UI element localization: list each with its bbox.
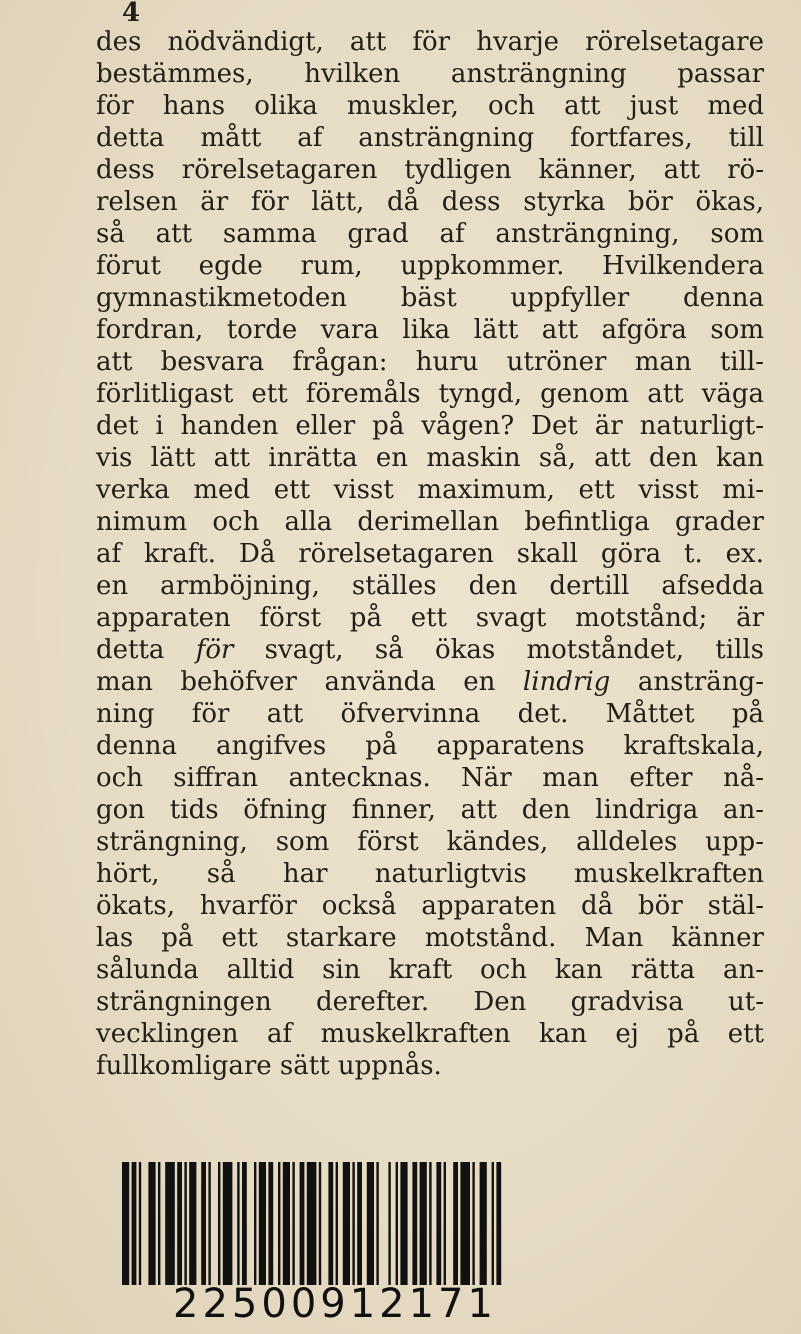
text-line: förut egde rum, uppkommer. Hvilkendera (96, 251, 764, 281)
text-line: nimum och alla derimellan befintliga grader (96, 507, 764, 537)
text-line: des nödvändigt, att för hvarje rörelsetagare (96, 27, 764, 57)
text-line: verka med ett visst maximum, ett visst mi- (96, 475, 764, 505)
text-segment: detta (96, 635, 196, 665)
text-segment: svagt, så ökas motståndet, tills (233, 635, 764, 665)
text-line: dess rörelsetagaren tydligen känner, att rö- (96, 155, 764, 185)
text-line: för hans olika muskler, och att just med (96, 91, 764, 121)
text-line: det i handen eller på vågen? Det är naturligt- (96, 411, 764, 441)
text-line-last: fullkomligare sätt uppnås. (96, 1051, 442, 1081)
text-line: så att samma grad af ansträngning, som (96, 219, 764, 249)
text-line-with-italic (96, 634, 764, 666)
text-line: sålunda alltid sin kraft och kan rätta an- (96, 955, 764, 985)
italic-word: för (195, 635, 234, 665)
page-number: 4 (122, 0, 141, 28)
text-line: ning för att öfvervinna det. Måttet på (96, 699, 764, 729)
text-line: detta mått af ansträngning fortfares, till (96, 123, 764, 153)
text-line: relsen är för lätt, då dess styrka bör ökas, (96, 187, 764, 217)
italic-word: lindrig (522, 667, 611, 697)
text-line: vecklingen af muskelkraften kan ej på ett (96, 1019, 764, 1049)
text-line: bestämmes, hvilken ansträngning passar (96, 59, 764, 89)
text-line: apparaten först på ett svagt motstånd; är (96, 603, 764, 633)
barcode (120, 1162, 546, 1285)
text-line: att besvara frågan: huru utröner man till- (96, 347, 764, 377)
text-line: gymnastikmetoden bäst uppfyller denna (96, 283, 764, 313)
text-line: ökats, hvarför också apparaten då bör stäl- (96, 891, 764, 921)
text-line: denna angifves på apparatens kraftskala, (96, 731, 764, 761)
text-line: strängning, som först kändes, alldeles upp- (96, 827, 764, 857)
text-segment: ansträng- (610, 667, 764, 697)
text-line: strängningen derefter. Den gradvisa ut- (96, 987, 764, 1017)
text-line: en armböjning, ställes den dertill afsedda (96, 571, 764, 601)
text-line: af kraft. Då rörelsetagaren skall göra t. ex. (96, 539, 764, 569)
text-line: gon tids öfning finner, att den lindriga an- (96, 795, 764, 825)
body-text (96, 26, 764, 1082)
text-line: fordran, torde vara lika lätt att afgöra som (96, 315, 764, 345)
text-line-with-italic (96, 666, 764, 698)
text-line: och siffran antecknas. När man efter nå- (96, 763, 764, 793)
text-line: förlitligast ett föremåls tyngd, genom att väga (96, 379, 764, 409)
text-line: vis lätt att inrätta en maskin så, att den kan (96, 443, 764, 473)
text-segment: man behöfver använda en (96, 667, 523, 697)
text-line: las på ett starkare motstånd. Man känner (96, 923, 764, 953)
text-line: hört, så har naturligtvis muskelkraften (96, 859, 764, 889)
barcode-number: 22500912171 (173, 1281, 497, 1327)
